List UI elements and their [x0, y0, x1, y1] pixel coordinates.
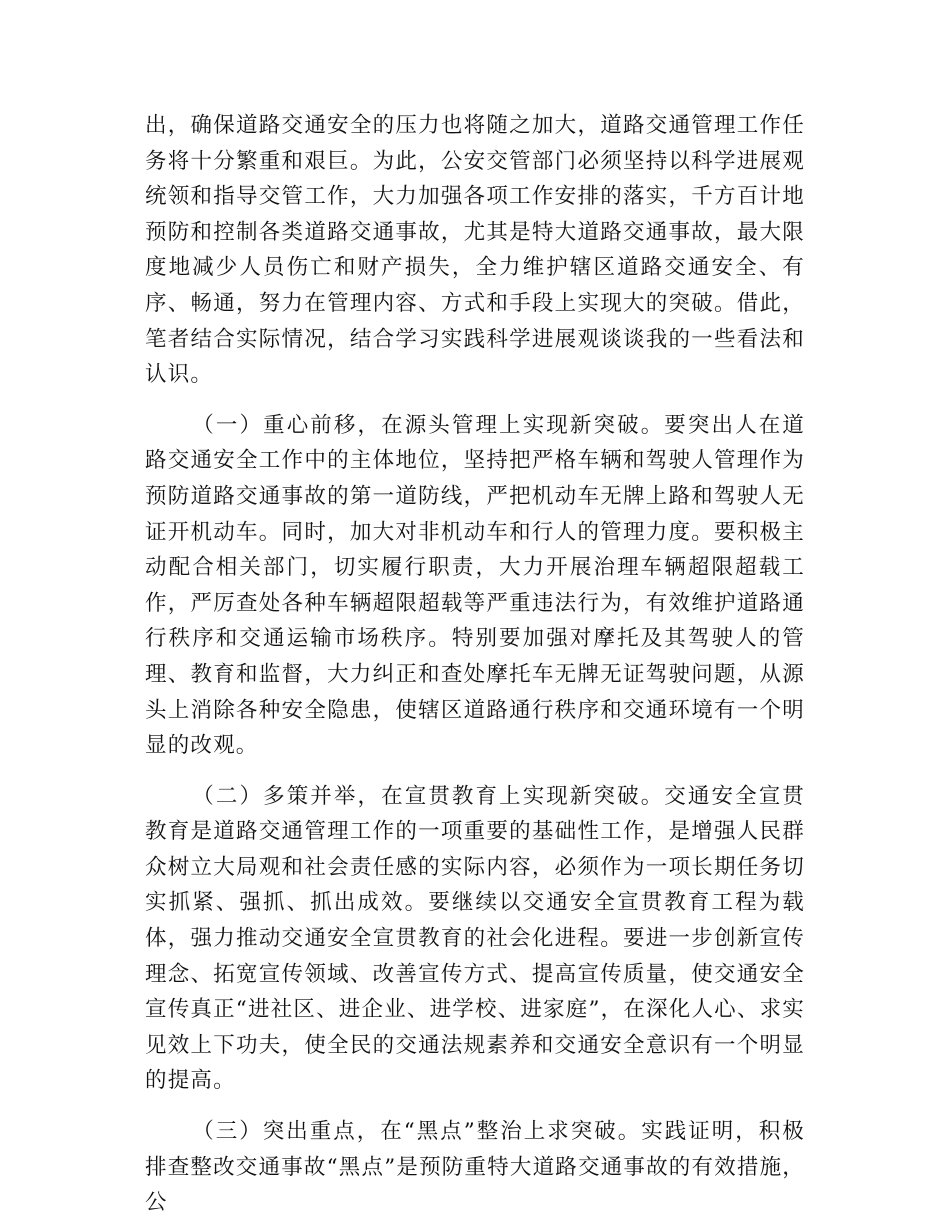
- document-body: [145, 108, 805, 1221]
- paragraph-section-2: （二）多策并举，在宣贯教育上实现新突破。交通安全宣贯教育是道路交通管理工作的一项重要的基础性工作，是增强人民群众树立大局观和社会责任感的实际内容，必须作为一项长期任务切实抓紧、强抓、抓出成效。要继续以交通安全宣贯教育工程为载体，强力推动交通安全宣贯教育的社会化进程。要进一步创新宣传理念、拓宽宣传领域、改善宣传方式、提高宣传质量，使交通安全宣传真正“进社区、进企业、进学校、进家庭”，在深化人心、求实见效上下功夫，使全民的交通法规素养和交通安全意识有一个明显的提高。: [145, 783, 805, 1094]
- paragraph-section-3: （三）突出重点，在“黑点”整治上求突破。实践证明，积极排查整改交通事故“黑点”是预防重特大道路交通事故的有效措施，公: [145, 1119, 805, 1216]
- paragraph-section-1: （一）重心前移，在源头管理上实现新突破。要突出人在道路交通安全工作中的主体地位，坚持把严格车辆和驾驶人管理作为预防道路交通事故的第一道防线，严把机动车无牌上路和驾驶人无证开机动车。同时，加大对非机动车和行人的管理力度。要积极主动配合相关部门，切实履行职责，大力开展治理车辆超限超载工作，严厉查处各种车辆超限超载等严重违法行为，有效维护道路通行秩序和交通运输市场秩序。特别要加强对摩托及其驾驶人的管理、教育和监督，大力纠正和查处摩托车无牌无证驾驶问题，从源头上消除各种安全隐患，使辖区道路通行秩序和交通环境有一个明显的改观。: [145, 412, 805, 759]
- paragraph-intro-continuation: 出，确保道路交通安全的压力也将随之加大，道路交通管理工作任务将十分繁重和艰巨。为此，公安交管部门必须坚持以科学进展观统领和指导交管工作，大力加强各项工作安排的落实，千方百计地预防和控制各类道路交通事故，尤其是特大道路交通事故，最大限度地减少人员伤亡和财产损失，全力维护辖区道路交通安全、有序、畅通，努力在管理内容、方式和手段上实现大的突破。借此，笔者结合实际情况，结合学习实践科学进展观谈谈我的一些看法和认识。: [145, 113, 805, 388]
